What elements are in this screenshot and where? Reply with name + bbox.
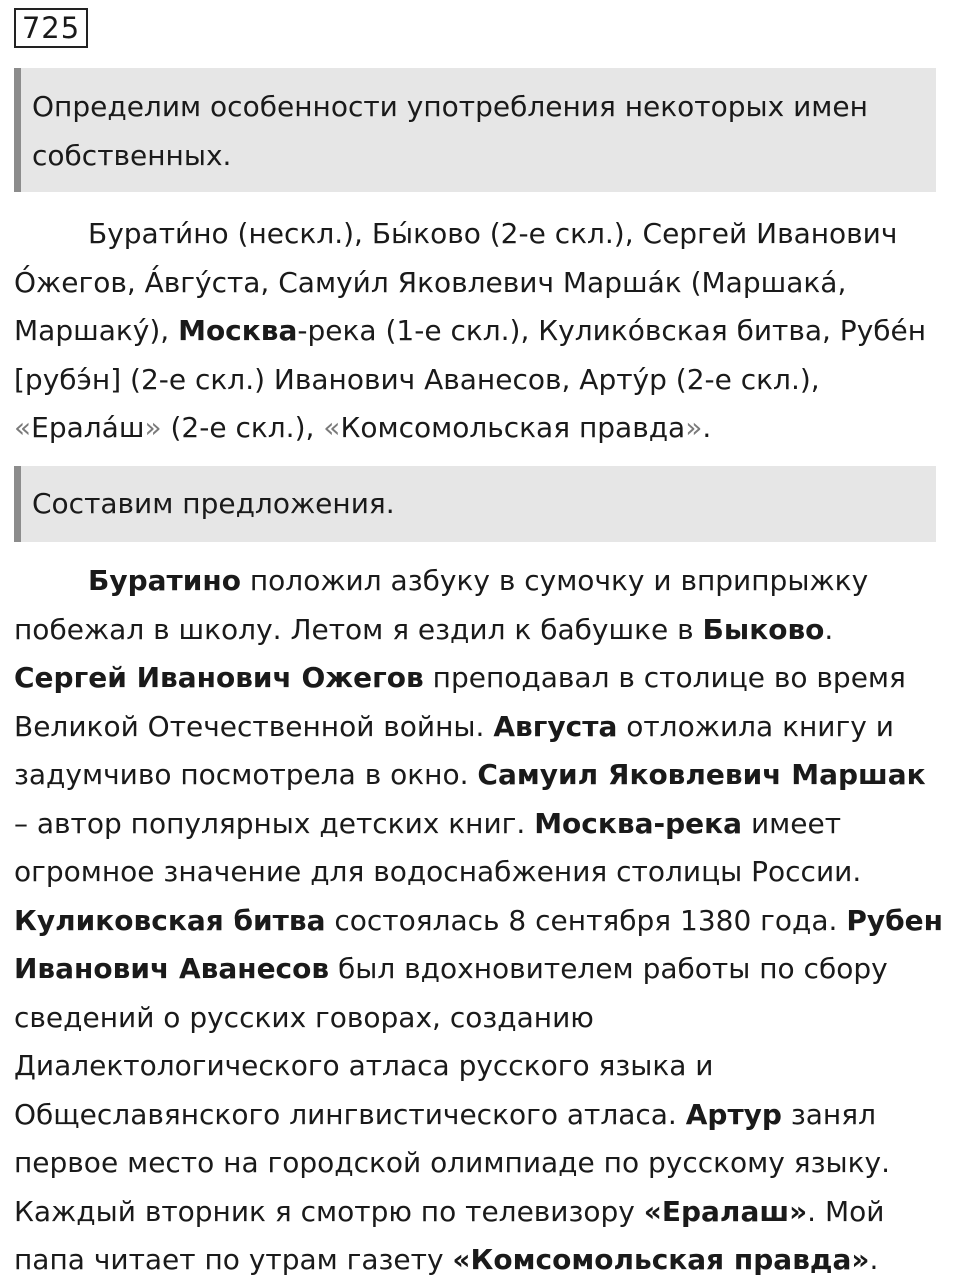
task-box-1: [14, 68, 936, 192]
paragraph-sentences: Буратино положил азбуку в сумочку и вприпрыжку побежал в школу. Летом я ездил к бабушке в Быково. Сергей Иванович Ожегов преподавал в столице во время Великой Отечественной войны. Августа отложила книгу и задумчиво посмотрела в окно. Самуил Яковлевич Маршак – автор популярных детских книг. Москва-река имеет огромное значение для водоснабжения столицы России. Куликовская битва состоялась 8 сентября 1380 года. Рубен Иванович Аванесов был вдохновителем работы по сбору сведений о русских говорах, созданию Диалектологического атласа русского языка и Общеславянского лингвистического атласа. Артур занял первое место на городской олимпиаде по русскому языку. Каждый вторник я смотрю по телевизору «Ералаш». Мой папа читает по утрам газету «Комсомольская правда».: [14, 564, 943, 1276]
task-text-2: Составим предложения.: [32, 487, 395, 520]
paragraph-names: Бурати́но (нескл.), Бы́ково (2-е скл.), Сергей Иванович О́жегов, А́вгу́ста, Самуи́л Яковлевич Марша́к (Маршака́, Маршаку́), Москва-река (1-е скл.), Кулико́вская битва, Рубе́н [рубэ́н] (2-е скл.) Иванович Аванесов, Арту́р (2-е скл.), «Ерала́ш» (2-е скл.), «Комсомольская правда».: [14, 217, 927, 444]
task-text-1: Определим особенности употребления некоторых имен собственных.: [32, 90, 868, 172]
exercise-number: 725: [14, 8, 88, 48]
task-box-2: [14, 466, 936, 542]
